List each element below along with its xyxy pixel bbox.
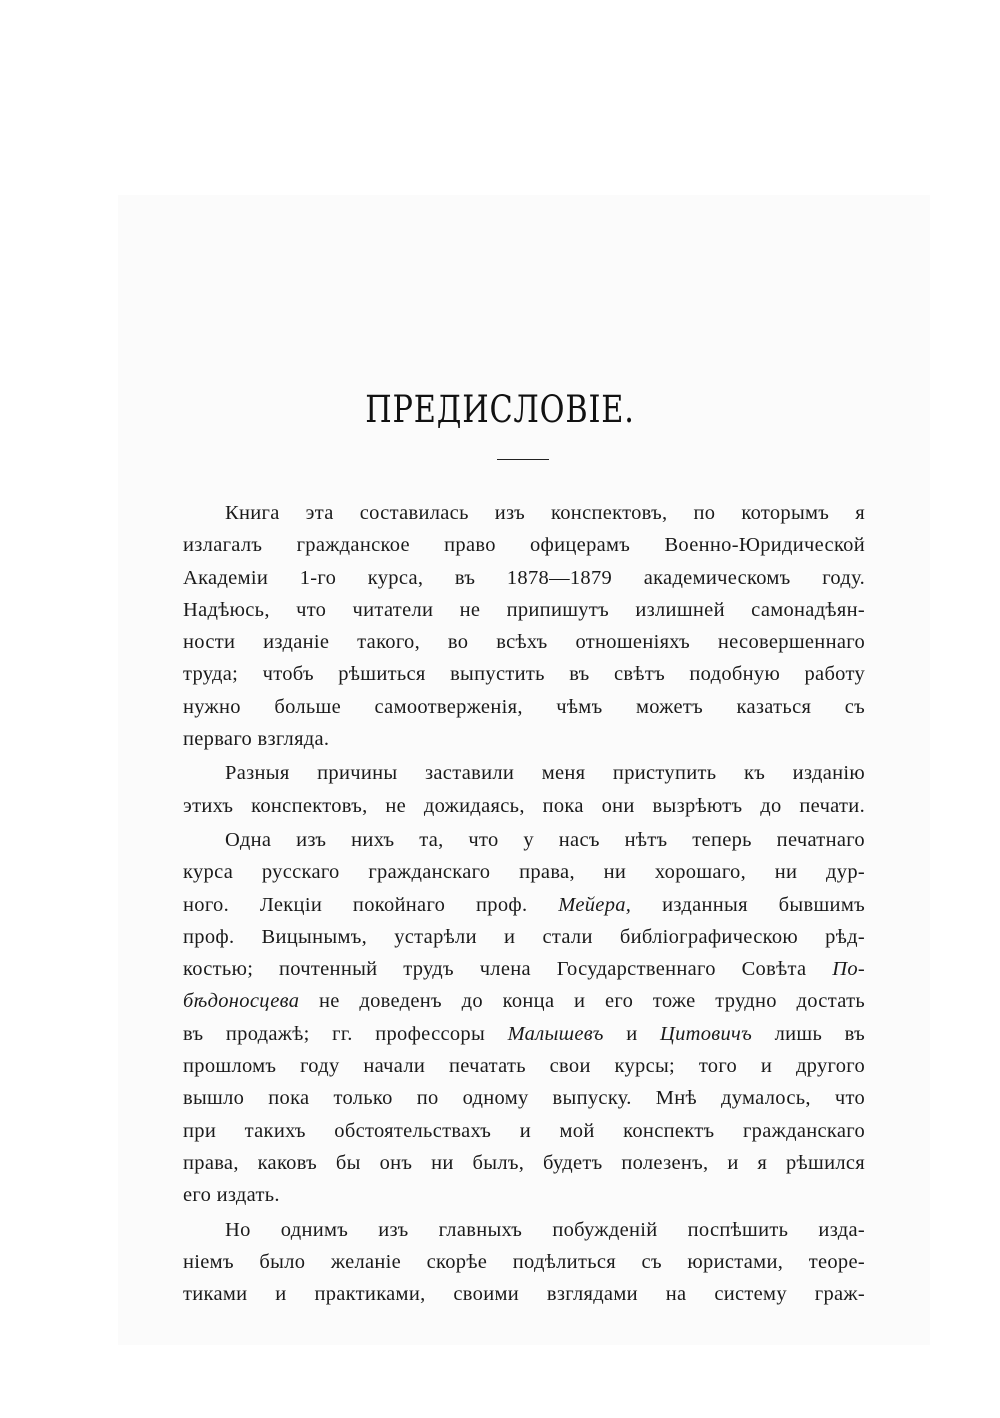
text-line: его издать. xyxy=(183,1184,280,1207)
text-line: нужно больше самоотверженія, чѣмъ можетъ казаться съ xyxy=(183,695,865,718)
text-line: Надѣюсь, что читатели не припишутъ излишней самонадѣян- xyxy=(183,598,865,621)
text-line: Книга эта составилась изъ конспектовъ, по которымъ я xyxy=(225,502,865,524)
author-name-tsitovich: Цитовичъ xyxy=(659,1022,753,1045)
text-line: ніемъ было желаніе скорѣе подѣлиться съ юристами, теоре- xyxy=(183,1250,865,1273)
text-fragment: не доведенъ до конца и его тоже трудно достать xyxy=(319,990,865,1013)
text-line: тиками и практиками, своими взглядами на систему граж- xyxy=(183,1283,865,1306)
author-name-pobedonostsev: бѣдоносцева xyxy=(183,990,300,1013)
text-line: труда; чтобъ рѣшиться выпустить въ свѣтъ подобную работу xyxy=(183,663,865,686)
title-rule xyxy=(497,459,549,460)
text-line: Одна изъ нихъ та, что у насъ нѣтъ теперь печатнаго xyxy=(225,828,865,851)
text-fragment: и xyxy=(626,1022,638,1045)
text-line: ности изданіе такого, во всѣхъ отношеніяхъ несовершеннаго xyxy=(183,631,865,654)
author-name-pobedonostsev: По- xyxy=(832,958,865,981)
text-line xyxy=(183,985,865,1017)
paragraph-3 xyxy=(183,824,865,1212)
paragraph-1 xyxy=(183,497,865,755)
text-fragment: въ продажѣ; гг. профессоры xyxy=(183,1022,486,1045)
text-fragment: лишь въ xyxy=(774,1022,865,1045)
text-line: курса русскаго гражданскаго права, ни хорошаго, ни дур- xyxy=(183,861,865,884)
text-line xyxy=(183,1018,865,1050)
page-title: ПРЕДИСЛОВІЕ. xyxy=(365,388,635,431)
text-line: вышло пока только по одному выпуску. Мнѣ думалось, что xyxy=(183,1087,865,1110)
text-line: излагалъ гражданское право офицерамъ Военно-Юридической xyxy=(183,534,865,557)
text-line: прошломъ году начали печатать свои курсы; того и другого xyxy=(183,1055,865,1078)
text-line: проф. Вицынымъ, устарѣли и стали библіографическою рѣд- xyxy=(183,925,865,948)
text-line: перваго взгляда. xyxy=(183,728,330,751)
text-line: права, каковъ бы онъ ни былъ, будетъ полезенъ, и я рѣшился xyxy=(183,1151,865,1174)
text-line xyxy=(183,953,865,985)
text-line: Разныя причины заставили меня приступить къ изданію xyxy=(225,762,865,785)
text-line: при такихъ обстоятельствахъ и мой конспектъ гражданскаго xyxy=(183,1119,865,1142)
author-name-malyshev: Малышевъ xyxy=(507,1022,604,1045)
text-line: Академіи 1-го курса, въ 1878—1879 академическомъ году. xyxy=(183,566,865,589)
text-line: Но однимъ изъ главныхъ побужденій поспѣшить изда- xyxy=(225,1218,865,1241)
body-text xyxy=(183,497,865,1310)
text-line: этихъ конспектовъ, не дожидаясь, пока они вызрѣютъ до печати. xyxy=(183,794,865,817)
paragraph-4 xyxy=(183,1214,865,1311)
text-fragment: костью; почтенный трудъ члена Государственнаго Совѣта xyxy=(183,958,807,981)
paragraph-2 xyxy=(183,757,865,822)
text-fragment: ного. Лекціи покойнаго проф. xyxy=(183,893,528,916)
text-line xyxy=(183,889,865,921)
author-name-meyer: Мейера, xyxy=(558,893,632,916)
text-fragment: изданныя бывшимъ xyxy=(662,893,865,916)
